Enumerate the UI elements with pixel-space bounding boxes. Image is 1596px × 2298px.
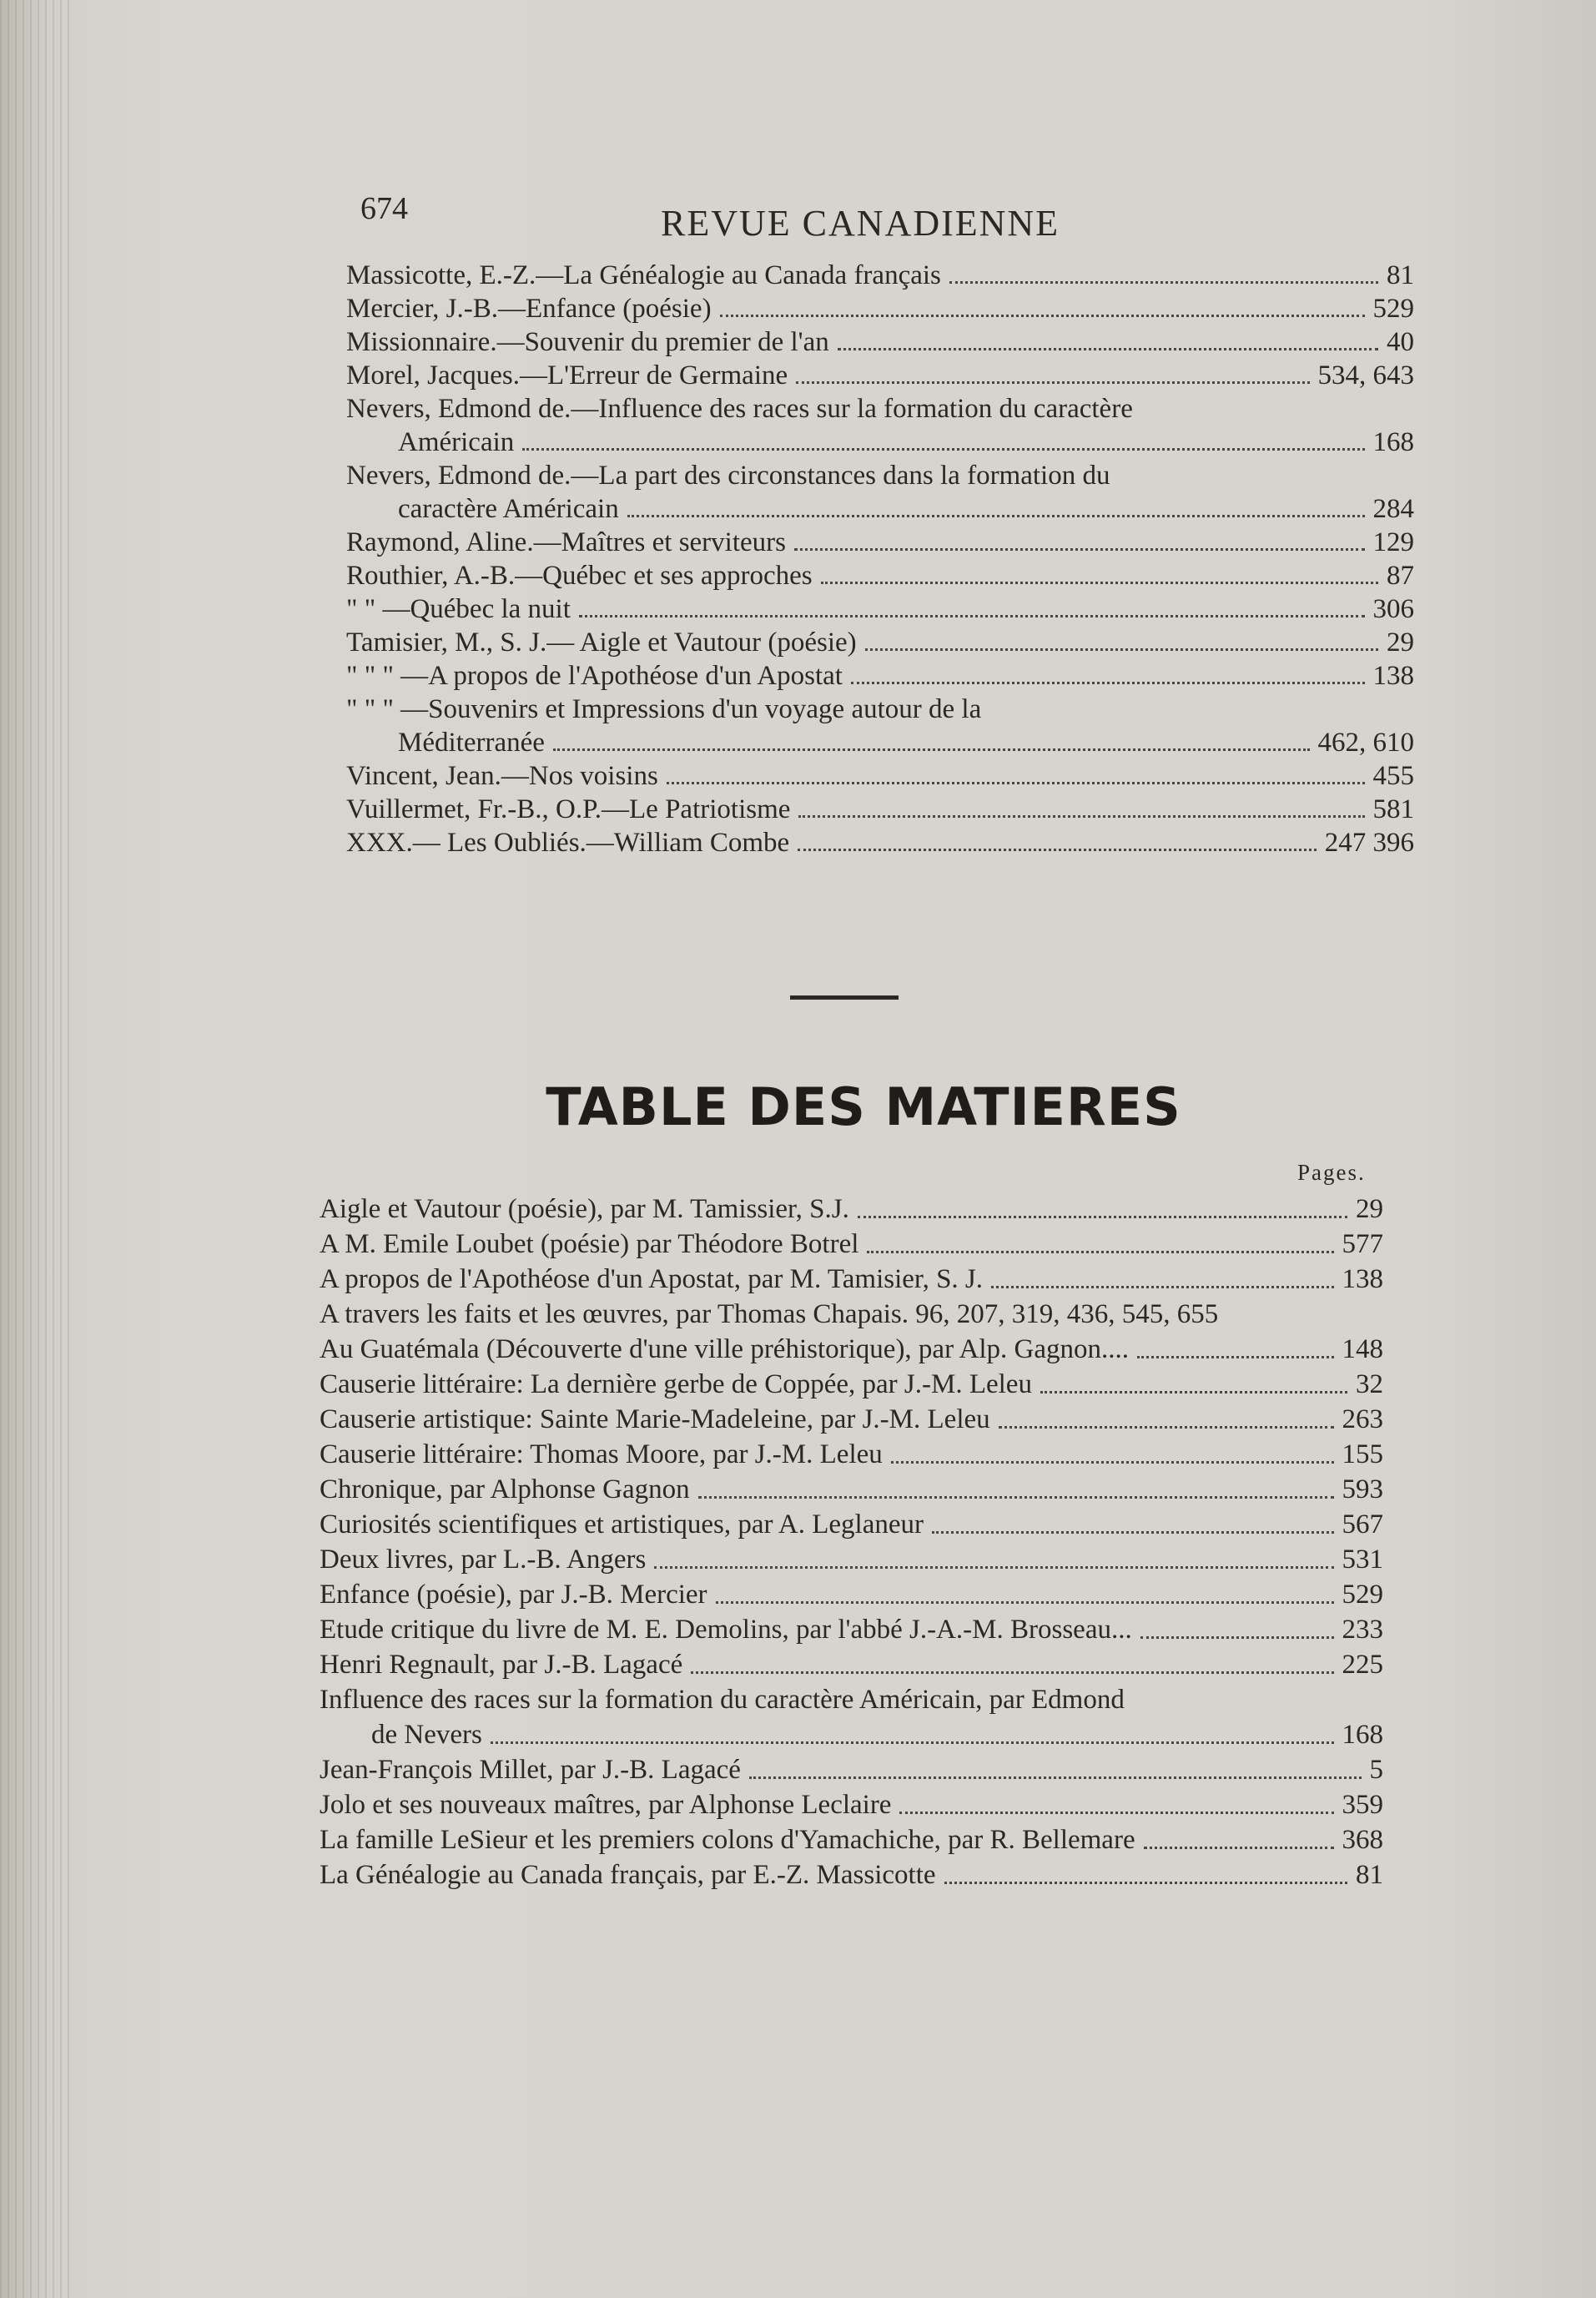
list-item [320,1612,1383,1647]
entry-continuation: caractère Américain [398,494,619,524]
page-edge-shadow [0,0,75,2298]
dot-leader [553,748,1310,751]
entry-pages: 129 [1372,527,1414,557]
dot-leader [1144,1847,1334,1849]
list-item [346,659,1414,693]
entry-continuation: de Nevers [371,1720,482,1750]
author-index [346,259,1414,859]
list-item [320,1787,1383,1822]
entry-title: Morel, Jacques.—L'Erreur de Germaine [346,360,788,391]
entry-pages: 168 [1372,427,1414,457]
entry-title: Henri Regnault, par J.-B. Lagacé [320,1650,683,1680]
list-item [320,1192,1383,1227]
entry-title: Causerie artistique: Sainte Marie-Madeleine, par J.-M. Leleu [320,1404,990,1434]
entry-pages: 81 [1387,260,1414,290]
dot-leader [796,381,1309,384]
list-item [346,592,1414,626]
dot-leader [627,515,1365,517]
dot-leader [851,682,1365,684]
dot-leader [794,548,1365,551]
list-item [320,1682,1383,1752]
dot-leader [654,1566,1333,1569]
dot-leader [838,348,1378,350]
dot-leader [579,615,1365,617]
list-item [320,1472,1383,1507]
list-item [346,259,1414,292]
dot-leader [867,1251,1333,1253]
entry-pages: 32 [1356,1369,1383,1399]
entry-pages: 529 [1372,294,1414,324]
entry-title: La Généalogie au Canada français, par E.-Z. Massicotte [320,1860,936,1890]
table-of-contents [320,1192,1383,1892]
entry-pages: 529 [1342,1580,1383,1610]
dot-leader [667,782,1365,784]
list-item [320,1857,1383,1892]
pages-column-label: Pages. [1297,1160,1366,1185]
entry-pages: 581 [1372,794,1414,824]
entry-pages: 138 [1342,1264,1383,1294]
list-item [346,292,1414,325]
entry-pages: 247 396 [1324,828,1414,858]
list-item [320,1647,1383,1682]
list-item [346,559,1414,592]
list-item [346,392,1414,459]
entry-title: Enfance (poésie), par J.-B. Mercier [320,1580,707,1610]
entry-pages: 306 [1372,594,1414,624]
entry-pages: 40 [1387,327,1414,357]
entry-pages: 359 [1342,1790,1383,1820]
dot-leader [944,1882,1347,1884]
list-item [320,1437,1383,1472]
dot-leader [949,281,1378,284]
entry-title: Vuillermet, Fr.-B., O.P.—Le Patriotisme [346,794,791,824]
entry-title: Jean-François Millet, par J.-B. Lagacé [320,1755,741,1785]
entry-pages: 87 [1387,561,1414,591]
entry-title: Deux livres, par L.-B. Angers [320,1545,647,1575]
entry-pages: 138 [1372,661,1414,691]
list-item [320,1822,1383,1857]
entry-title: Mercier, J.-B.—Enfance (poésie) [346,294,712,324]
list-item [320,1402,1383,1437]
dot-leader [691,1671,1333,1674]
entry-pages: 567 [1342,1509,1383,1540]
dot-leader [749,1776,1362,1779]
entry-pages: 534, 643 [1317,360,1414,391]
entry-title: La famille LeSieur et les premiers colons d'Yamachiche, par R. Bellemare [320,1825,1135,1855]
dot-leader [1137,1356,1334,1358]
entry-pages: 455 [1372,761,1414,791]
entry-title: A travers les faits et les œuvres, par Thomas Chapais. 96, 207, 319, 436, 545, 655 [320,1299,1219,1329]
section-divider [790,995,899,1000]
entry-title: A M. Emile Loubet (poésie) par Théodore Botrel [320,1229,859,1259]
entry-title: Routhier, A.-B.—Québec et ses approches [346,561,813,591]
entry-title: Chronique, par Alphonse Gagnon [320,1474,690,1504]
toc-title: TABLE DES MATIERES [546,1076,1181,1137]
entry-pages: 368 [1342,1825,1383,1855]
entry-title: " " —Québec la nuit [346,594,571,624]
list-item [320,1367,1383,1402]
dot-leader [716,1601,1334,1604]
entry-title: Influence des races sur la formation du caractère Américain, par Edmond [320,1685,1125,1715]
entry-pages: 233 [1342,1615,1383,1645]
list-item [346,325,1414,359]
entry-title: Raymond, Aline.—Maîtres et serviteurs [346,527,786,557]
dot-leader [720,315,1365,317]
dot-leader [1040,1391,1347,1393]
entry-pages: 225 [1342,1650,1383,1680]
entry-pages: 577 [1342,1229,1383,1259]
entry-title: Au Guatémala (Découverte d'une ville préhistorique), par Alp. Gagnon.... [320,1334,1129,1364]
dot-leader [821,582,1378,584]
dot-leader [698,1496,1334,1499]
entry-title: Vincent, Jean.—Nos voisins [346,761,658,791]
dot-leader [932,1531,1334,1534]
entry-pages: 29 [1387,627,1414,658]
entry-pages: 81 [1356,1860,1383,1890]
entry-pages: 29 [1356,1194,1383,1224]
entry-pages: 531 [1342,1545,1383,1575]
entry-title: Curiosités scientifiques et artistiques, par A. Leglaneur [320,1509,924,1540]
list-item [346,359,1414,392]
list-item [346,693,1414,759]
list-item [346,526,1414,559]
entry-title: " " " —A propos de l'Apothéose d'un Apostat [346,661,843,691]
entry-pages: 5 [1369,1755,1383,1785]
dot-leader [491,1741,1334,1744]
dot-leader [798,815,1364,818]
list-item [346,626,1414,659]
list-item [346,793,1414,826]
entry-title: Etude critique du livre de M. E. Demolins, par l'abbé J.-A.-M. Brosseau... [320,1615,1132,1645]
entry-pages: 155 [1342,1439,1383,1469]
dot-leader [891,1461,1334,1464]
entry-pages: 263 [1342,1404,1383,1434]
dot-leader [1140,1636,1334,1639]
entry-pages: 593 [1342,1474,1383,1504]
entry-title: Causerie littéraire: Thomas Moore, par J.-M. Leleu [320,1439,883,1469]
list-item [346,826,1414,859]
entry-title: Causerie littéraire: La dernière gerbe de Coppée, par J.-M. Leleu [320,1369,1032,1399]
dot-leader [522,448,1364,451]
entry-title: Aigle et Vautour (poésie), par M. Tamissier, S.J. [320,1194,849,1224]
entry-pages: 462, 610 [1317,728,1414,758]
list-item [320,1752,1383,1787]
running-head [360,190,1412,244]
dot-leader [798,849,1317,851]
journal-title: REVUE CANADIENNE [661,203,1060,244]
entry-title: Missionnaire.—Souvenir du premier de l'an [346,327,829,357]
list-item [346,459,1414,526]
dot-leader [991,1286,1333,1288]
page-number: 674 [360,191,408,226]
list-item [320,1577,1383,1612]
list-item [320,1332,1383,1367]
dot-leader [858,1216,1347,1218]
list-item [320,1297,1383,1332]
entry-pages: 148 [1342,1334,1383,1364]
entry-pages: 284 [1372,494,1414,524]
entry-title: Tamisier, M., S. J.— Aigle et Vautour (poésie) [346,627,857,658]
dot-leader [899,1812,1333,1814]
list-item [320,1542,1383,1577]
entry-title: Massicotte, E.-Z.—La Généalogie au Canada français [346,260,941,290]
list-item [320,1262,1383,1297]
dot-leader [999,1426,1334,1429]
entry-title: A propos de l'Apothéose d'un Apostat, par M. Tamisier, S. J. [320,1264,984,1294]
entry-title: " " " —Souvenirs et Impressions d'un voyage autour de la [346,694,982,724]
entry-title: XXX.— Les Oubliés.—William Combe [346,828,790,858]
entry-pages: 168 [1342,1720,1383,1750]
list-item [320,1227,1383,1262]
entry-continuation: Méditerranée [398,728,545,758]
entry-title: Jolo et ses nouveaux maîtres, par Alphonse Leclaire [320,1790,892,1820]
entry-title: Nevers, Edmond de.—La part des circonstances dans la formation du [346,461,1110,491]
entry-continuation: Américain [398,427,515,457]
list-item [320,1507,1383,1542]
dot-leader [865,648,1378,651]
entry-title: Nevers, Edmond de.—Influence des races sur la formation du caractère [346,394,1133,424]
list-item [346,759,1414,793]
